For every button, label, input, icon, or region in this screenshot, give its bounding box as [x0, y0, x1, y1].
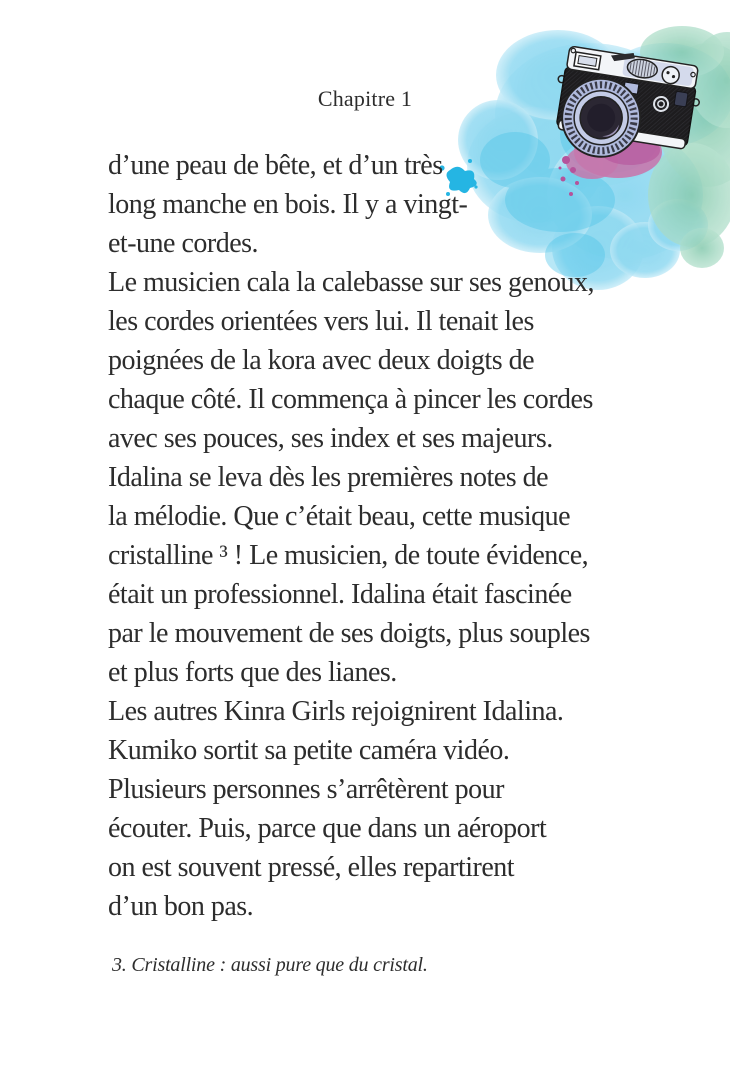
text-line: Idalina se leva dès les premières notes de [108, 462, 549, 493]
text-line: et-une cordes. [108, 228, 259, 259]
text-line: on est souvent pressé, elles repartirent [108, 852, 515, 883]
text-line: écouter. Puis, parce que dans un aéroport [108, 813, 547, 844]
text-line: chaque côté. Il commença à pincer les cordes [108, 384, 593, 415]
text-line: et plus forts que des lianes. [108, 657, 397, 688]
text-line: Le musicien cala la calebasse sur ses genoux, [108, 267, 594, 298]
chapter-title: Chapitre 1 [317, 86, 413, 111]
text-line: avec ses pouces, ses index et ses majeurs. [108, 423, 553, 454]
text-line: Les autres Kinra Girls rejoignirent Idalina. [108, 696, 564, 727]
text-line: par le mouvement de ses doigts, plus souples [108, 618, 590, 649]
text-line: la mélodie. Que c’était beau, cette musique [108, 501, 571, 532]
footnote: 3. Cristalline : aussi pure que du cristal. [112, 954, 428, 976]
text-line: Kumiko sortit sa petite caméra vidéo. [108, 735, 510, 766]
text-line: était un professionnel. Idalina était fascinée [108, 579, 572, 610]
text-line: poignées de la kora avec deux doigts de [108, 345, 535, 376]
body-text [108, 146, 668, 926]
text-line: cristalline ³ ! Le musicien, de toute évidence, [108, 540, 589, 571]
text-line: long manche en bois. Il y a vingt- [108, 189, 468, 220]
text-line: d’un bon pas. [108, 891, 254, 922]
text-line: Plusieurs personnes s’arrêtèrent pour [108, 774, 504, 805]
text-line: les cordes orientées vers lui. Il tenait les [108, 306, 534, 337]
text-line: d’une peau de bête, et d’un très [108, 150, 443, 181]
